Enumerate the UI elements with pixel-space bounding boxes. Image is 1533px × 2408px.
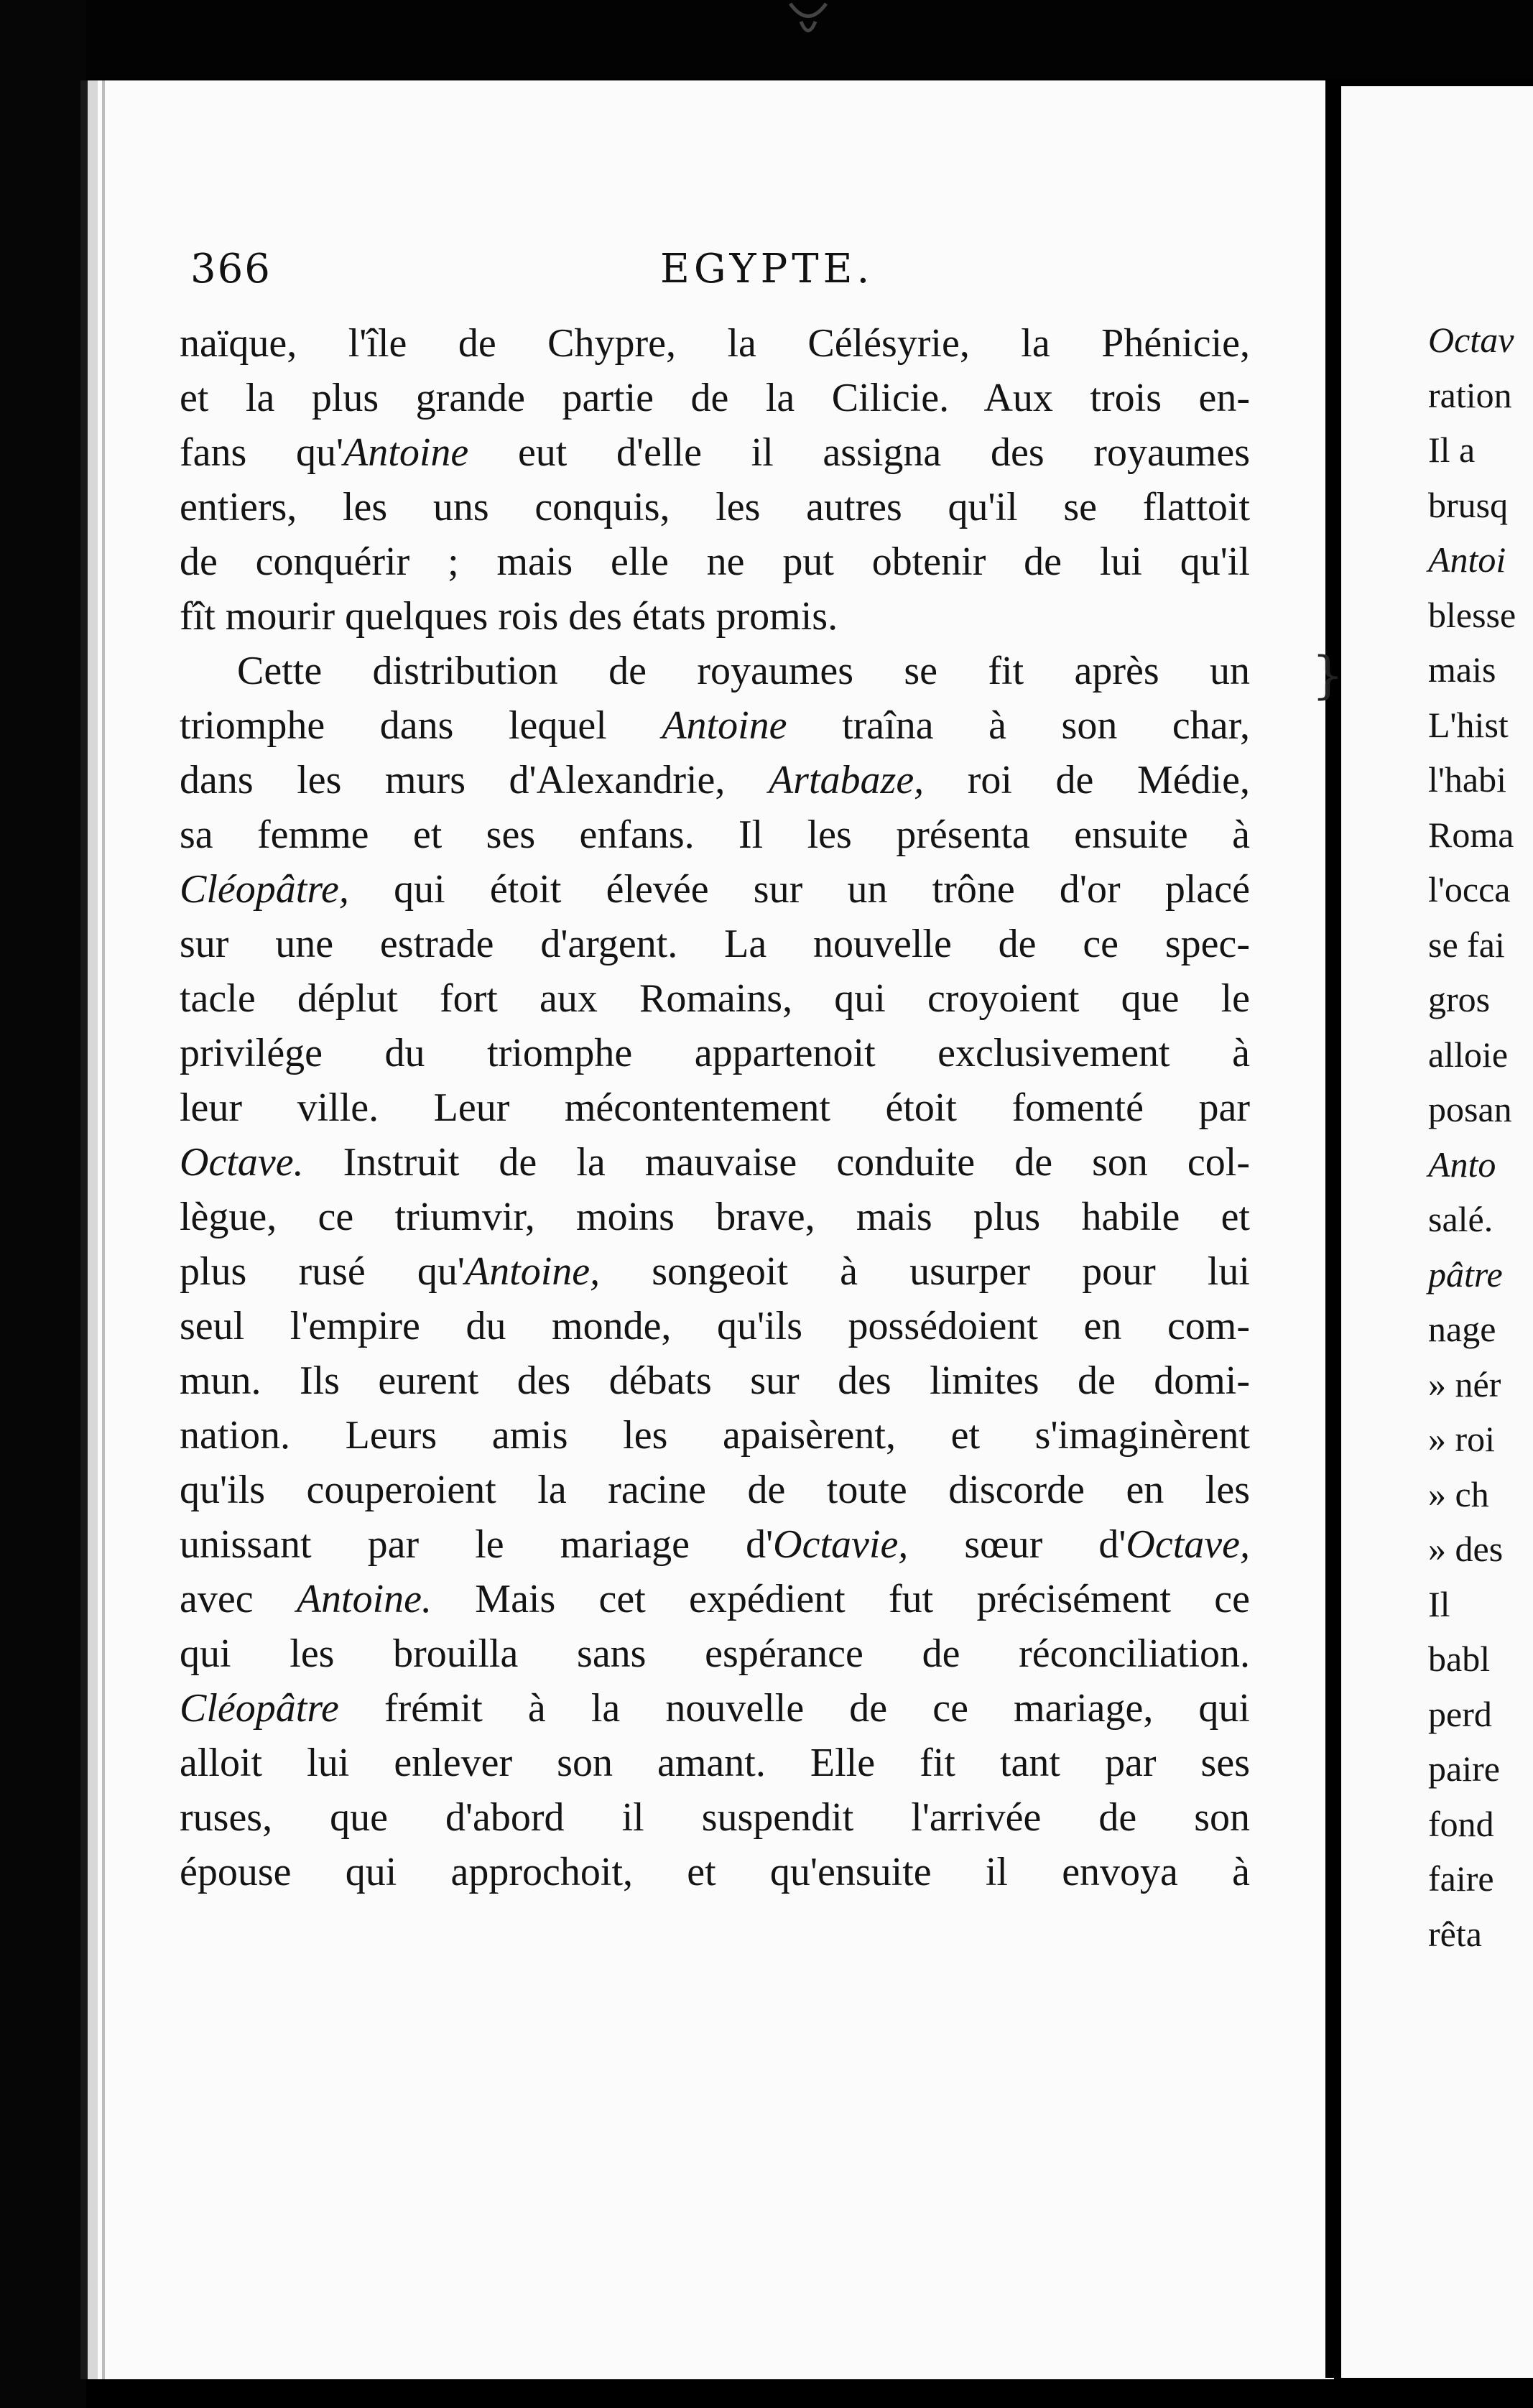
italic-name: Antoine,	[464, 1249, 601, 1294]
text-fragment: avec	[180, 1577, 297, 1621]
text-line: tacle déplut fort aux Romains, qui croyoient que le	[180, 976, 1250, 1021]
text-line: naïque, l'île de Chypre, la Célésyrie, la Phénicie,	[180, 321, 1250, 366]
text-line: fît mourir quelques rois des états promis.	[180, 594, 838, 639]
text-line	[180, 862, 1250, 917]
text-line	[180, 1244, 1250, 1299]
text-line: qu'ils couperoient la racine de toute discorde en les	[180, 1468, 1250, 1512]
right-page-line: Il a	[1428, 430, 1476, 470]
right-page-line: Octav	[1428, 320, 1514, 360]
italic-name: Antoine	[343, 430, 469, 475]
italic-name: Antoine	[662, 703, 787, 748]
right-page-line: » nér	[1428, 1363, 1501, 1404]
text-line	[180, 753, 1250, 807]
text-line	[180, 1135, 1250, 1190]
right-page-line: Anto	[1428, 1144, 1496, 1185]
text-fragment: qui étoit élevée sur un trône d'or placé	[348, 867, 1250, 912]
page-header	[190, 241, 1239, 312]
text-line	[180, 1572, 1250, 1626]
italic-name: Octavie,	[773, 1522, 909, 1567]
text-line: sa femme et ses enfans. Il les présenta ensuite à	[180, 812, 1250, 857]
right-page-line: Il	[1428, 1583, 1450, 1624]
text-fragment: Instruit de la mauvaise conduite de son col-	[303, 1140, 1250, 1185]
text-line: mun. Ils eurent des débats sur des limites de domi-	[180, 1358, 1250, 1403]
italic-name: Antoine.	[296, 1577, 432, 1621]
right-page-line: gros	[1428, 979, 1491, 1019]
text-fragment: roi de Médie,	[924, 758, 1250, 802]
right-page-line: » roi	[1428, 1419, 1496, 1459]
right-page-line: l'habi	[1428, 759, 1506, 800]
text-fragment: frémit à la nouvelle de ce mariage, qui	[338, 1686, 1250, 1731]
text-line	[180, 698, 1250, 753]
right-page-line: blesse	[1428, 594, 1516, 635]
right-page-line: posan	[1428, 1089, 1512, 1129]
text-line: lègue, ce triumvir, moins brave, mais plus habile et	[180, 1195, 1250, 1239]
body-text	[180, 316, 1250, 1899]
italic-name: Artabaze,	[768, 758, 925, 802]
running-head: EGYPTE.	[660, 246, 874, 292]
text-line: épouse qui approchoit, et qu'ensuite il envoya à	[180, 1850, 1250, 1894]
text-line: seul l'empire du monde, qu'ils possédoient en com-	[180, 1304, 1250, 1348]
book-gutter	[1325, 79, 1341, 2378]
right-page-line: fond	[1428, 1803, 1494, 1844]
text-fragment: unissant par le mariage d'	[180, 1522, 774, 1567]
text-line: privilége du triomphe appartenoit exclusivement à	[180, 1031, 1250, 1075]
right-page-line: L'hist	[1428, 704, 1509, 745]
right-page-line: ration	[1428, 374, 1512, 415]
italic-name: Cléopâtre	[180, 1686, 339, 1731]
right-page-line: se fai	[1428, 924, 1505, 965]
right-page-line: » ch	[1428, 1473, 1489, 1514]
right-page-line: mais	[1428, 649, 1496, 690]
right-page-line: salé.	[1428, 1199, 1493, 1239]
text-line: alloit lui enlever son amant. Elle fit tant par ses	[180, 1741, 1250, 1785]
scan-left-margin	[0, 0, 86, 2408]
text-line	[180, 425, 1250, 480]
page-number: 366	[190, 246, 272, 292]
text-line	[180, 1681, 1250, 1736]
text-fragment: dans les murs d'Alexandrie,	[180, 758, 769, 802]
right-page-line: l'occa	[1428, 869, 1511, 909]
text-fragment: traîna à son char,	[787, 703, 1251, 748]
text-fragment: plus rusé qu'	[180, 1249, 465, 1294]
margin-bracket-mark: }	[1312, 646, 1344, 705]
right-page-line: faire	[1428, 1858, 1494, 1899]
scan-top-edge	[0, 0, 1533, 79]
right-page-line: alloie	[1428, 1034, 1509, 1075]
text-line: leur ville. Leur mécontentement étoit fomenté par	[180, 1085, 1250, 1130]
text-line: nation. Leurs amis les apaisèrent, et s'imaginèrent	[180, 1413, 1250, 1458]
right-page-line: nage	[1428, 1309, 1496, 1349]
text-line: de conquérir ; mais elle ne put obtenir de lui qu'il	[180, 540, 1250, 584]
text-fragment: triomphe dans lequel	[180, 703, 662, 748]
text-line: Cette distribution de royaumes se fit après un	[237, 649, 1250, 693]
binding-thread-mark	[783, 0, 833, 43]
text-fragment: fans qu'	[180, 430, 344, 475]
italic-name: Cléopâtre,	[180, 867, 349, 912]
right-page-line: paire	[1428, 1749, 1500, 1789]
text-line: entiers, les uns conquis, les autres qu'il se flattoit	[180, 485, 1250, 529]
text-line: et la plus grande partie de la Cilicie. Aux trois en-	[180, 376, 1250, 420]
text-fragment: eut d'elle il assigna des royaumes	[468, 430, 1251, 475]
right-page-text	[1428, 312, 1533, 1961]
right-page-line: babl	[1428, 1639, 1491, 1679]
text-line	[180, 1517, 1250, 1572]
text-line: sur une estrade d'argent. La nouvelle de ce spec-	[180, 922, 1250, 966]
right-page-line: brusq	[1428, 484, 1509, 525]
text-fragment: songeoit à usurper pour lui	[600, 1249, 1250, 1294]
right-page-line: pâtre	[1428, 1254, 1503, 1295]
text-fragment: Mais cet expédient fut précisément ce	[432, 1577, 1250, 1621]
text-line: ruses, que d'abord il suspendit l'arrivée de son	[180, 1795, 1250, 1840]
text-line: qui les brouilla sans espérance de réconciliation.	[180, 1631, 1250, 1676]
right-page-line: Roma	[1428, 814, 1514, 855]
right-page-line: » des	[1428, 1529, 1504, 1569]
italic-name: Octave.	[180, 1140, 304, 1185]
right-page-line: perd	[1428, 1693, 1492, 1734]
italic-name: Octave,	[1126, 1522, 1250, 1567]
right-page-line: rêta	[1428, 1913, 1482, 1954]
text-fragment: sœur d'	[908, 1522, 1126, 1567]
right-page-line: Antoi	[1428, 540, 1506, 580]
